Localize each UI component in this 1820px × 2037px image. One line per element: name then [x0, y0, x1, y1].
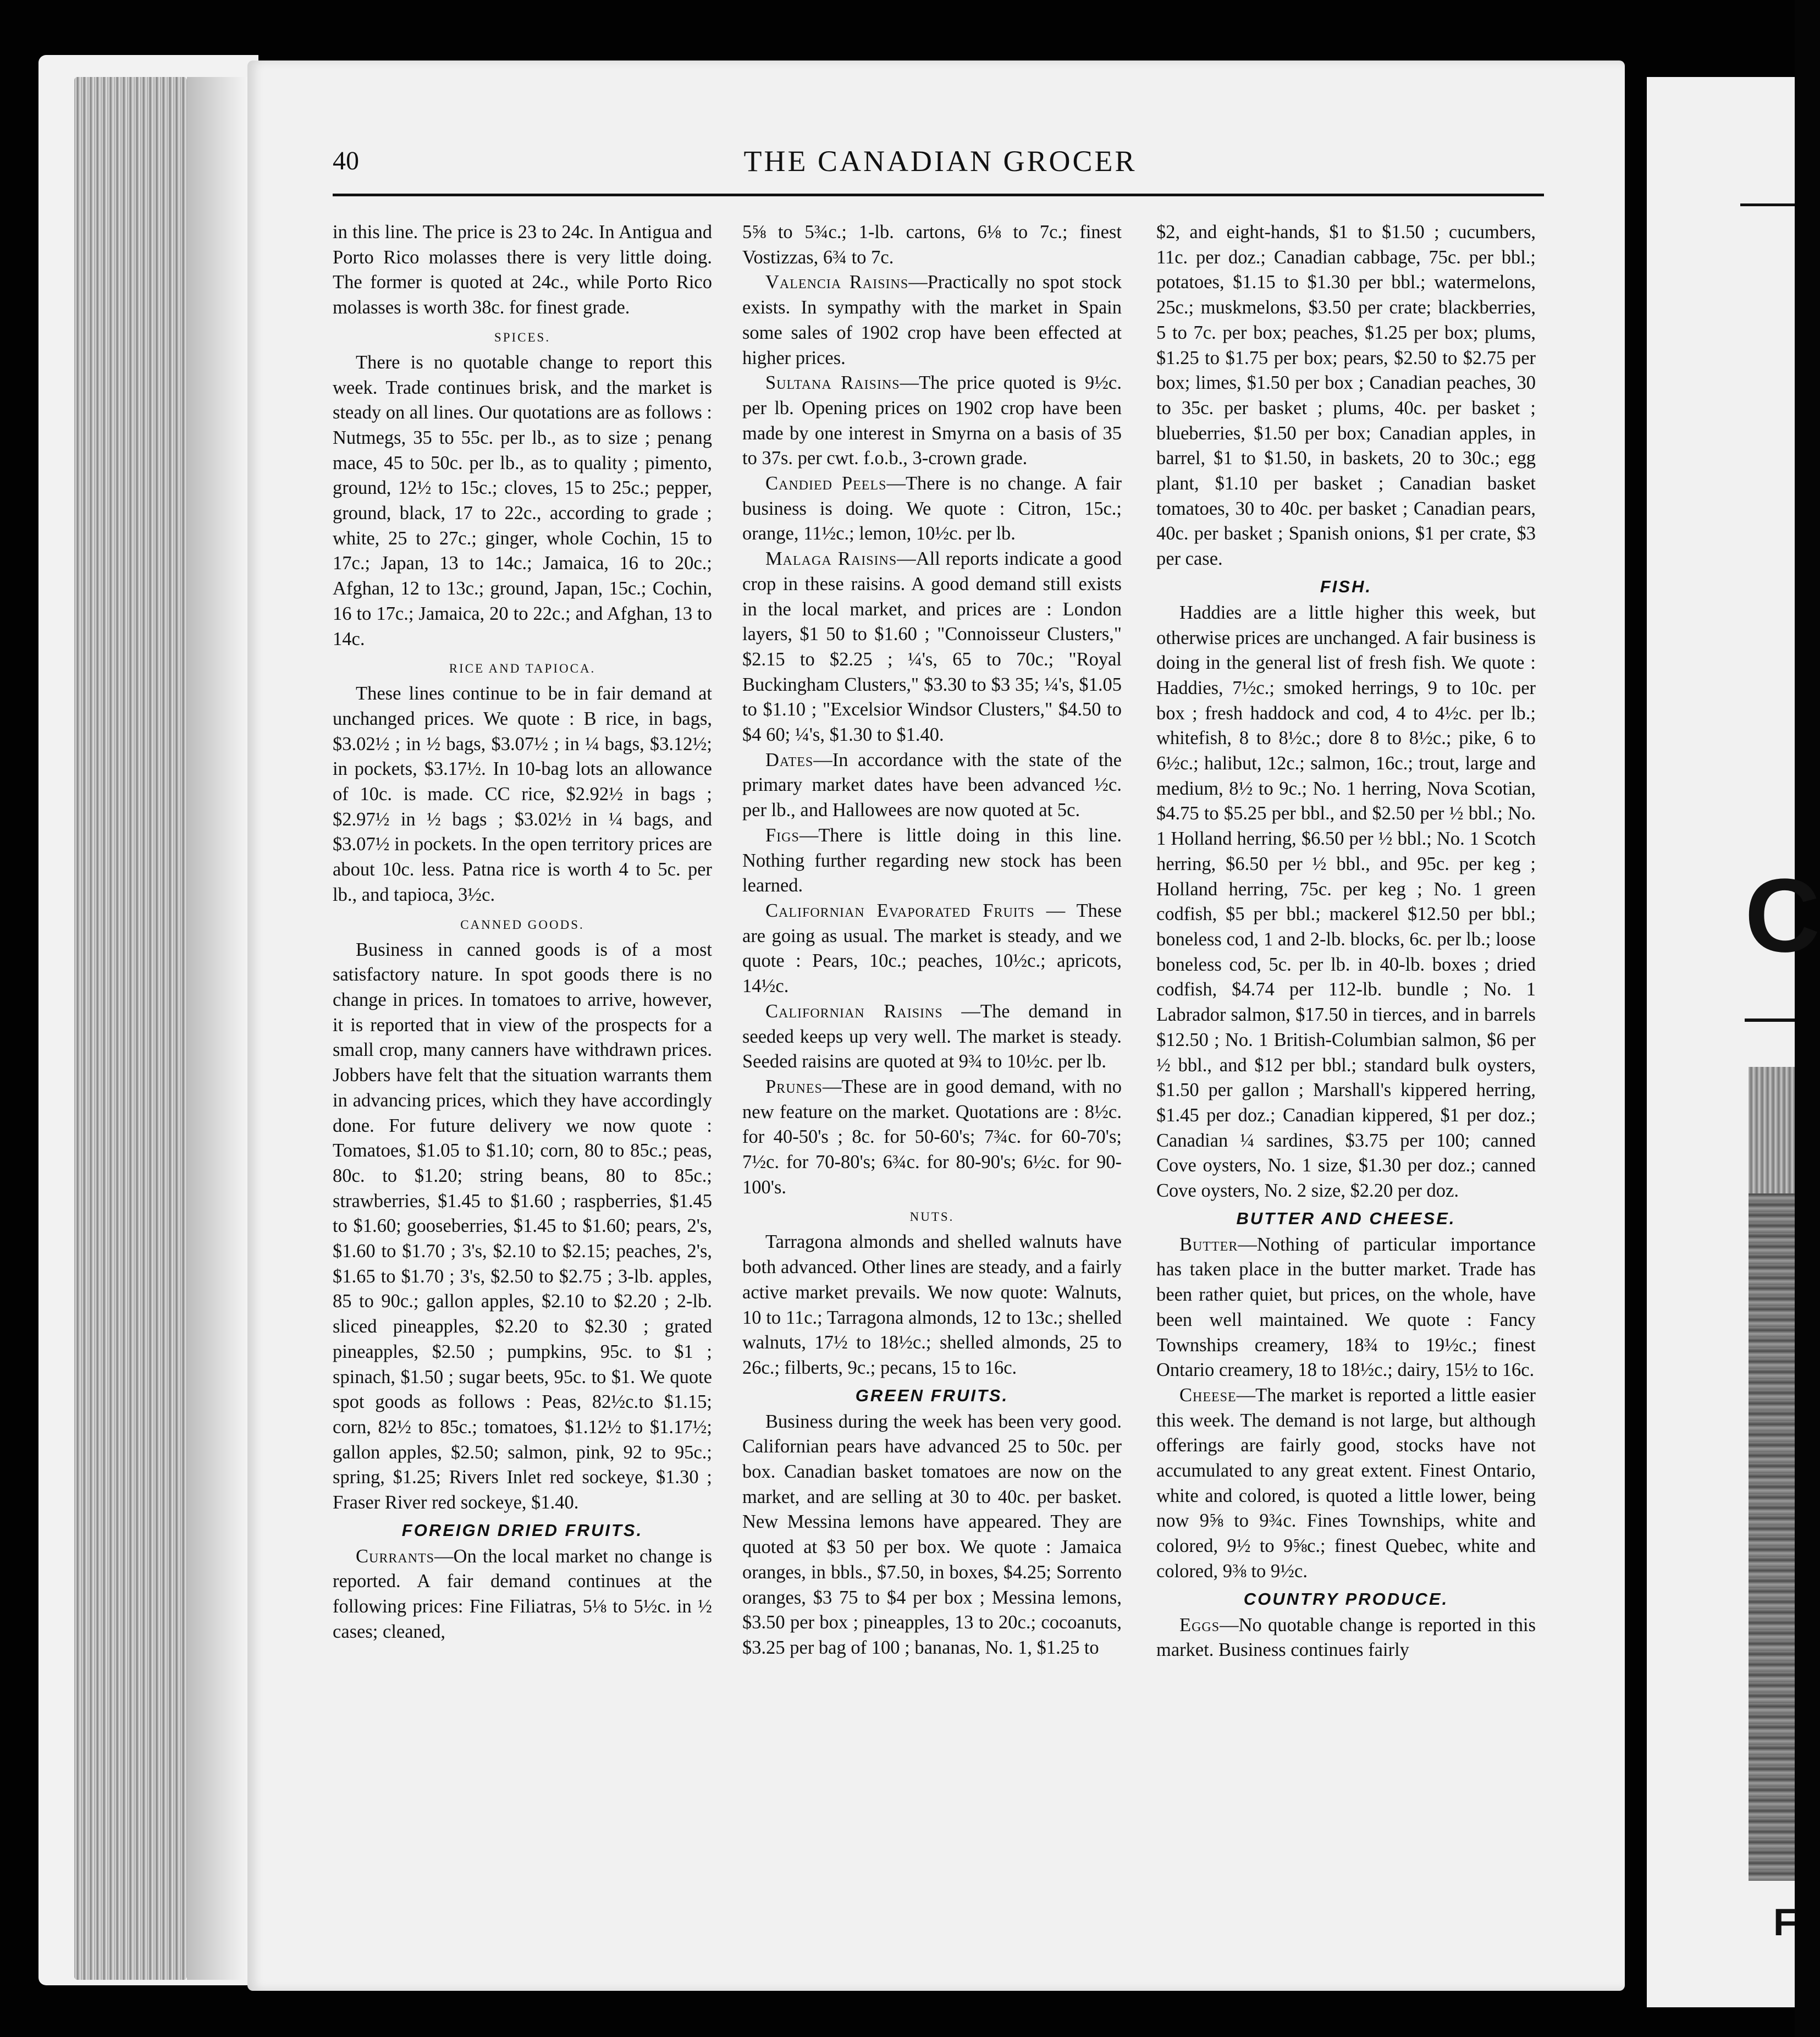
lead-malaga: Malaga Raisins	[765, 548, 897, 570]
text-californian-raisins: —The demand in seeded keeps up very well. The market is steady. Seeded raisins are quoted at 9¾ to 10½c. per lb.	[742, 1000, 1122, 1072]
lead-peels: Candied Peels	[765, 473, 887, 494]
paragraph-valencia	[742, 270, 1122, 371]
paragraph-currants	[333, 1544, 712, 1645]
section-heading-foreign: FOREIGN DRIED FRUITS.	[401, 1520, 643, 1540]
section-heading-nuts: NUTS.	[909, 1210, 955, 1224]
paragraph-butter	[1156, 1232, 1536, 1383]
section-heading-country-produce: COUNTRY PRODUCE.	[1243, 1589, 1449, 1609]
text-eggs: —No quotable change is reported in this market. Business continues fairly	[1156, 1614, 1536, 1661]
facing-page-letter-f: F	[1773, 1901, 1797, 1944]
facing-page-rule	[1745, 1018, 1795, 1022]
paragraph-prunes	[742, 1075, 1122, 1201]
text-cheese: —The market is reported a little easier this week. The demand is not large, but although offerings are fairly good, stocks have not accumulated to any great extent. Finest Ontario, white and colored, is quoted a little lower, being now 9⅝ to 9¾c. Fines Townships, white and colored, 9½ to 9⅝c.; finest Quebec, white and colored, 9⅜ to 9½c.	[1156, 1384, 1536, 1582]
section-heading-green-fruits: GREEN FRUITS.	[855, 1385, 1009, 1405]
paragraph: 5⅝ to 5¾c.; 1-lb. cartons, 6⅛ to 7c.; finest Vostizzas, 6¾ to 7c.	[742, 222, 1122, 268]
paragraph-spices: There is no quotable change to report this week. Trade continues brisk, and the market is steady on all lines. Our quotations are as follows : Nutmegs, 35 to 55c. per lb., as to size ; penang mace, 45 to 50c. per lb., as to quality ; pimento, ground, 12½ to 15c.; cloves, 15 to 25c.; pepper, ground, black, 17 to 22c., according to grade ; white, 25 to 27c.; ginger, whole Cochin, 15 to 17c.; Japan, 13 to 14c.; Jamaica, 16 to 20c.; Afghan, 12 to 13c.; ground, Japan, 15c.; Cochin, 16 to 17c.; Jamaica, 20 to 22c.; and Afghan, 13 to 14c.	[333, 351, 712, 649]
paragraph: in this line. The price is 23 to 24c. In Antigua and Porto Rico molasses there is very little doing. The former is quoted at 24c., while Porto Rico molasses is worth 38c. for finest grade.	[333, 222, 712, 318]
column-1	[333, 220, 712, 1870]
page-number: 40	[333, 146, 359, 175]
lead-cheese: Cheese	[1179, 1384, 1237, 1406]
paragraph-canned: Business in canned goods is of a most satisfactory nature. In spot goods there is no change in prices. In tomatoes to arrive, however, it is reported that in view of the prospects for a small crop, many canners have withdrawn prices. Jobbers have felt that the situation warrants them in advancing prices, which they have accordingly done. For future delivery we now quote : Tomatoes, $1.05 to $1.10; corn, 80 to 85c.; peas, 80c. to $1.20; string beans, 80 to 85c.; strawberries, $1.45 to $1.60 ; raspberries, $1.45 to $1.60; gooseberries, $1.45 to $1.60; pears, 2's, $1.60 to $1.70 ; 3's, $2.10 to $2.15; peaches, 2's, $1.65 to $1.70 ; 3's, $2.50 to $2.75 ; 3-lb. apples, 85 to 90c.; gallon apples, $2.10 to $2.20 ; 2-lb. sliced pineapples, $2.20 to $2.30 ; grated pineapples, $2.50 ; pumpkins, 95c. to $1 ; spinach, $1.50 ; sugar beets, 95c. to $1. We quote spot goods as follows : Peas, 82½c.to $1.15; corn, 82½ to 85c.; tomatoes, $1.12½ to $1.17½; gallon apples, $2.50; salmon, pink, 92 to 95c.; spring, $1.25; Rivers Inlet red sockeye, $1.30 ; Fraser River red sockeye, $1.40.	[333, 939, 712, 1513]
paragraph-cheese	[1156, 1383, 1536, 1584]
paragraph-peels	[742, 471, 1122, 547]
text-peels: —There is no change. A fair business is doing. We quote : Citron, 15c.; orange, 11½c.; lemon, 10½c. per lb.	[742, 473, 1122, 544]
text-butter: —Nothing of particular importance has taken place in the butter market. Trade has been rather quiet, but prices, on the whole, have been well maintained. We quote : Fancy Townships creamery, 18¾ to 19½c.; finest Ontario creamery, 18 to 18½c.; dairy, 15½ to 16c.	[1156, 1234, 1536, 1381]
gutter-shadow	[187, 77, 247, 1980]
page-edges	[74, 77, 187, 1980]
text-prunes: —These are in good demand, with no new feature on the market. Quotations are : 8½c. for 40-50's ; 8c. for 50-60's; 7¾c. for 60-70's; 7½c. for 70-80's; 6¾c. for 80-90's; 6½c. for 90-100's.	[742, 1076, 1122, 1198]
facing-page-photo-top	[1749, 1067, 1795, 1193]
lead-prunes: Prunes	[765, 1076, 823, 1097]
paragraph-dates	[742, 748, 1122, 823]
lead-dates: Dates	[765, 749, 814, 770]
section-heading-butter-cheese: BUTTER AND CHEESE.	[1236, 1208, 1456, 1228]
paragraph-malaga	[742, 547, 1122, 748]
facing-page-letter-c: C	[1745, 857, 1820, 974]
lead-figs: Figs	[765, 824, 799, 846]
paragraph-figs	[742, 823, 1122, 899]
facing-page-rule	[1740, 203, 1795, 206]
section-heading-fish: FISH.	[1320, 576, 1372, 596]
lead-eggs: Eggs	[1179, 1614, 1220, 1636]
column-3	[1156, 220, 1536, 1870]
paragraph-rice: These lines continue to be in fair demand at unchanged prices. We quote : B rice, in bags, $3.02½ ; in ½ bags, $3.07½ ; in ¼ bags, $3.12½; in pockets, $3.17½. In 10-bag lots an allowance of 10c. is made. CC rice, $2.92½ in bags ; $2.97½ in ½ bags ; $3.02½ in ¼ bags, and $3.07½ in pockets. In the open territory prices are about 10c. less. Patna rice is worth 4 to 5c. per lb., and tapioca, 3½c.	[333, 683, 712, 905]
text-currants: —On the local market no change is reported. A fair demand continues at the following prices: Fine Filiatras, 5⅛ to 5½c. in ½ cases; cleaned,	[333, 1545, 712, 1642]
section-heading-canned: CANNED GOODS.	[460, 917, 584, 932]
lead-valencia: Valencia Raisins	[765, 272, 909, 293]
lead-butter: Butter	[1179, 1234, 1238, 1255]
lead-evaporated: Californian Evaporated Fruits	[765, 900, 1035, 921]
paragraph-green-fruits: Business during the week has been very good. Californian pears have advanced 25 to 50c. per box. Canadian basket tomatoes are now on the market, and are selling at 30 to 40c. per basket. New Messina lemons have appeared. They are quoted at $3 50 per box. We quote : Jamaica oranges, in bbls., $7.50, in boxes, $4.25; Sorrento oranges, $3 75 to $4 per box ; Messina lemons, $3.50 per box ; pineapples, 13 to 20c.; cocoanuts, $3.25 per bag of 100 ; bananas, No. 1, $1.25 to	[742, 1411, 1122, 1658]
paragraph-californian-raisins	[742, 999, 1122, 1075]
section-heading-spices: SPICES.	[494, 330, 551, 344]
paragraph-evaporated	[742, 899, 1122, 999]
text-evaporated: — These are going as usual. The market is steady, and we quote : Pears, 10c.; peaches, 10½c.; apricots, 14½c.	[742, 900, 1122, 997]
column-2	[742, 220, 1122, 1870]
page-title: THE CANADIAN GROCER	[743, 145, 1137, 178]
facing-page	[1647, 77, 1820, 2007]
text-figs: —There is little doing in this line. Nothing further regarding new stock has been learned.	[742, 824, 1122, 896]
lead-currants: Currants	[356, 1545, 435, 1567]
paragraph-fish: Haddies are a little higher this week, but otherwise prices are unchanged. A fair business is doing in the general list of fresh fish. We quote : Haddies, 7½c.; smoked herrings, 9 to 10c. per box ; fresh haddock and cod, 4 to 4½c. per lb.; whitefish, 8 to 8½c.; dore 8 to 8½c.; pike, 6 to 6½c.; halibut, 12c.; salmon, 16c.; trout, large and medium, 8½ to 9c.; No. 1 herring, Nova Scotian, $4.75 to $5.25 per bbl., and $2.50 per ½ bbl.; No. 1 Holland herring, $6.50 per ½ bbl.; No. 1 Scotch herring, $6.50 per ½ bbl., and 95c. per keg ; Holland herring, 75c. per keg ; No. 1 green codfish, $5 per bbl.; mackerel $12.50 per bbl.; boneless cod, 1 and 2-lb. blocks, 6c. per lb.; loose boneless cod, 5c. per lb. in 40-lb. boxes ; dried codfish, $4.74 per 112-lb. bundle ; No. 1 Labrador salmon, $17.50 in tierces, and in barrels $12.50 ; No. 1 British-Columbian salmon, $6 per ½ bbl., and $12 per bbl.; standard bulk oysters, $1.50 per gallon ; Marshall's kippered herring, $1.45 per doz.; Canadian kippered, $1 per doz.; Canadian ¼ sardines, $3.75 per 100; canned Cove oysters, No. 1 size, $1.30 per doz.; canned Cove oysters, No. 2 size, $2.20 per doz.	[1156, 602, 1536, 1202]
lead-californian-raisins: Californian Raisins	[765, 1000, 943, 1022]
text-sultana: —The price quoted is 9½c. per lb. Opening prices on 1902 crop have been made by one interest in Smyrna on a basis of 35 to 37s. per cwt. f.o.b., 3-crown grade.	[742, 372, 1122, 469]
paragraph: $2, and eight-hands, $1 to $1.50 ; cucumbers, 11c. per doz.; Canadian cabbage, 75c. per bbl.; potatoes, $1.15 to $1.30 per bbl.; watermelons, 25c.; muskmelons, $3.50 per crate; blackberries, 5 to 7c. per box; peaches, $1.25 per box; plums, $1.25 to $1.75 per box; pears, $2.50 to $2.75 per box; limes, $1.50 per box ; Canadian peaches, 30 to 35c. per basket ; plums, 40c. per basket ; blueberries, $1.50 per box; Canadian apples, in barrel, $1 to $1.50, in baskets, 20 to 30c.; egg plant, $1.10 per basket ; Canadian basket tomatoes, 30 to 40c. per basket ; Canadian pears, 40c. per basket ; Spanish onions, $1 per crate, $3 per case.	[1156, 222, 1536, 570]
header-rule	[333, 194, 1544, 196]
section-heading-rice: RICE AND TAPIOCA.	[449, 662, 596, 676]
text-valencia: —Practically no spot stock exists. In sympathy with the market in Spain some sales of 1902 crop have been effected at higher prices.	[742, 272, 1122, 368]
paragraph-eggs	[1156, 1613, 1536, 1663]
paragraph-sultana	[742, 371, 1122, 471]
text-malaga: —All reports indicate a good crop in these raisins. A good demand still exists in the local market, and prices are : London layers, $1 50 to $1.60 ; "Connoisseur Clusters," $2.15 to $2.25 ; ¼'s, 65 to 70c.; "Royal Buckingham Clusters," $3.30 to $3 35; ¼'s, $1.05 to $1.10 ; "Excelsior Windsor Clusters," $4.50 to $4 60; ¼'s, $1.30 to $1.40.	[742, 548, 1122, 746]
lead-sultana: Sultana Raisins	[765, 372, 900, 394]
paragraph-nuts: Tarragona almonds and shelled walnuts have both advanced. Other lines are steady, and a fairly active market prevails. We now quote: Walnuts, 10 to 11c.; Tarragona almonds, 12 to 13c.; shelled walnuts, 17½ to 18½c.; shelled almonds, 25 to 26c.; filberts, 9c.; pecans, 15 to 16c.	[742, 1231, 1122, 1378]
text-dates: —In accordance with the state of the primary market dates have been advanced ½c. per lb., and Hallowees are now quoted at 5c.	[742, 749, 1122, 821]
